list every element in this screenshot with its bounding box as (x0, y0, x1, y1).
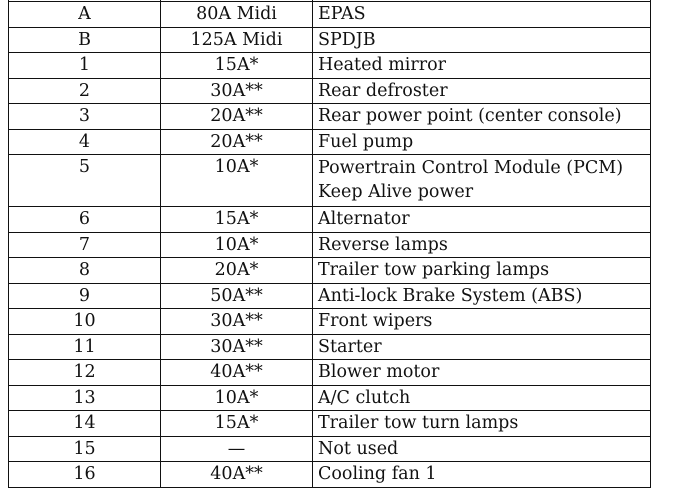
fuse-amp-rating: 20A** (161, 129, 313, 155)
fuse-amp-rating: — (161, 436, 313, 462)
protected-component: Rear power point (center console) (313, 104, 651, 130)
fuse-amp-rating: 10A* (161, 385, 313, 411)
table-row (9, 385, 651, 411)
fuse-amp-rating: 20A* (161, 258, 313, 284)
fuse-amp-rating: 30A** (161, 334, 313, 360)
fuse-number: B (9, 27, 161, 53)
table-row (9, 360, 651, 386)
table-row (9, 27, 651, 53)
fuse-table-body (9, 0, 651, 487)
protected-component: Trailer tow parking lamps (313, 258, 651, 284)
table-row (9, 207, 651, 233)
protected-component: Alternator (313, 207, 651, 233)
protected-component: EPAS (313, 2, 651, 28)
table-row (9, 283, 651, 309)
fuse-amp-rating: 30A** (161, 78, 313, 104)
protected-component: Rear defroster (313, 78, 651, 104)
fuse-number: 6 (9, 207, 161, 233)
fuse-amp-rating: 30A** (161, 309, 313, 335)
protected-component: Anti-lock Brake System (ABS) (313, 283, 651, 309)
table-row (9, 436, 651, 462)
fuse-number: 8 (9, 258, 161, 284)
protected-component: A/C clutch (313, 385, 651, 411)
fuse-number: 14 (9, 411, 161, 437)
table-row (9, 78, 651, 104)
fuse-number: 15 (9, 436, 161, 462)
fuse-number: 1 (9, 53, 161, 79)
fuse-number: 9 (9, 283, 161, 309)
protected-component: Trailer tow turn lamps (313, 411, 651, 437)
table-row (9, 232, 651, 258)
fuse-number: 2 (9, 78, 161, 104)
fuse-number: 11 (9, 334, 161, 360)
table-row (9, 334, 651, 360)
fuse-number: 12 (9, 360, 161, 386)
table-row (9, 104, 651, 130)
protected-component: Cooling fan 1 (313, 462, 651, 488)
fuse-number: 7 (9, 232, 161, 258)
fuse-number: 5 (9, 155, 161, 207)
table-row (9, 53, 651, 79)
fuse-amp-rating: 15A* (161, 207, 313, 233)
table-row (9, 155, 651, 207)
protected-component: Fuel pump (313, 129, 651, 155)
fuse-number: 3 (9, 104, 161, 130)
fuse-amp-rating: 10A* (161, 232, 313, 258)
protected-component: Front wipers (313, 309, 651, 335)
fuse-amp-rating: 20A** (161, 104, 313, 130)
fuse-number: A (9, 2, 161, 28)
fuse-number: 13 (9, 385, 161, 411)
fuse-table (8, 0, 651, 488)
table-row (9, 462, 651, 488)
table-row (9, 258, 651, 284)
table-row (9, 2, 651, 28)
protected-component: Not used (313, 436, 651, 462)
fuse-amp-rating: 40A** (161, 462, 313, 488)
protected-component: Powertrain Control Module (PCM) Keep Alive power (313, 155, 651, 207)
fuse-number: 4 (9, 129, 161, 155)
fuse-amp-rating: 10A* (161, 155, 313, 207)
fuse-amp-rating: 15A* (161, 411, 313, 437)
fuse-amp-rating: 80A Midi (161, 2, 313, 28)
table-row (9, 309, 651, 335)
fuse-amp-rating: 50A** (161, 283, 313, 309)
fuse-number: 10 (9, 309, 161, 335)
protected-component: SPDJB (313, 27, 651, 53)
protected-component: Reverse lamps (313, 232, 651, 258)
protected-component: Starter (313, 334, 651, 360)
table-row (9, 411, 651, 437)
fuse-number: 16 (9, 462, 161, 488)
protected-component: Heated mirror (313, 53, 651, 79)
fuse-amp-rating: 125A Midi (161, 27, 313, 53)
protected-component: Blower motor (313, 360, 651, 386)
fuse-amp-rating: 40A** (161, 360, 313, 386)
table-row (9, 129, 651, 155)
fuse-amp-rating: 15A* (161, 53, 313, 79)
